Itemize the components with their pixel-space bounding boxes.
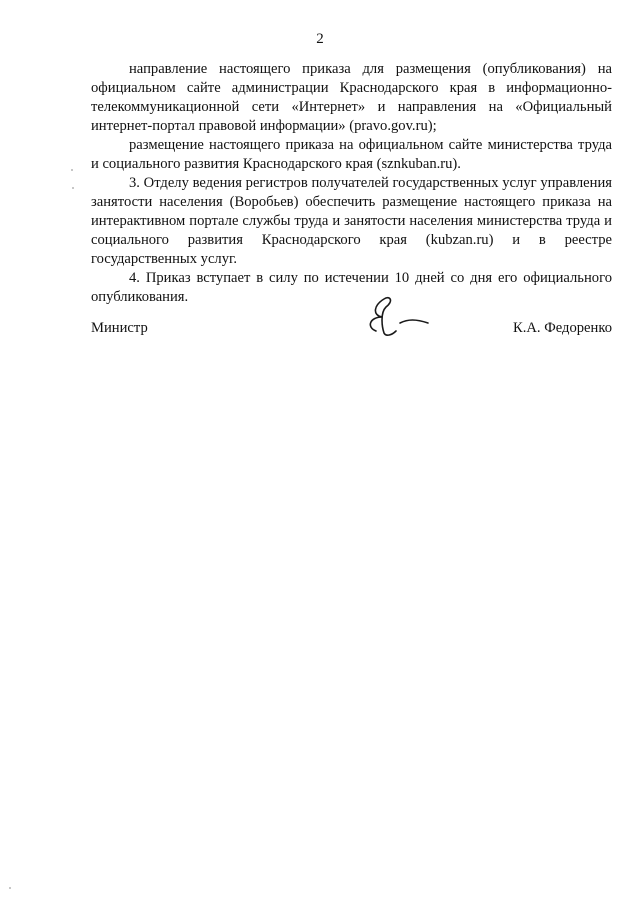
page-number: 2 xyxy=(316,31,324,47)
paragraph-entry-into-force: 4. Приказ вступает в силу по истечении 10 дней со дня его официального опубликования. xyxy=(91,270,612,305)
paragraph-publication-ministry-site: размещение настоящего приказа на официальном сайте министерства труда и социального развития Краснодарского края (sznkuban.ru). xyxy=(91,137,612,172)
document-body xyxy=(91,60,612,307)
signature-row xyxy=(91,320,612,339)
signer-title: Министр xyxy=(91,320,148,336)
scan-speck xyxy=(72,187,74,189)
paragraph-publication-administration: направление настоящего приказа для размещения (опубликования) на официальном сайте администрации Краснодарского края в информационно-телекоммуникационной сети «Интернет» и направления на «Официальный интернет-портал правовой информации» (pravo.gov.ru); xyxy=(91,61,612,134)
signer-name: К.А. Федоренко xyxy=(513,320,612,336)
scan-speck xyxy=(9,887,11,889)
scan-speck xyxy=(71,169,73,171)
paragraph-registry-department: 3. Отделу ведения регистров получателей государственных услуг управления занятости населения (Воробьев) обеспечить размещение настоящего приказа на интерактивном портале службы труда и занятости населения министерства труда и социального развития Краснодарского края (kubzan.ru) и в реестре государственных услуг. xyxy=(91,175,612,267)
